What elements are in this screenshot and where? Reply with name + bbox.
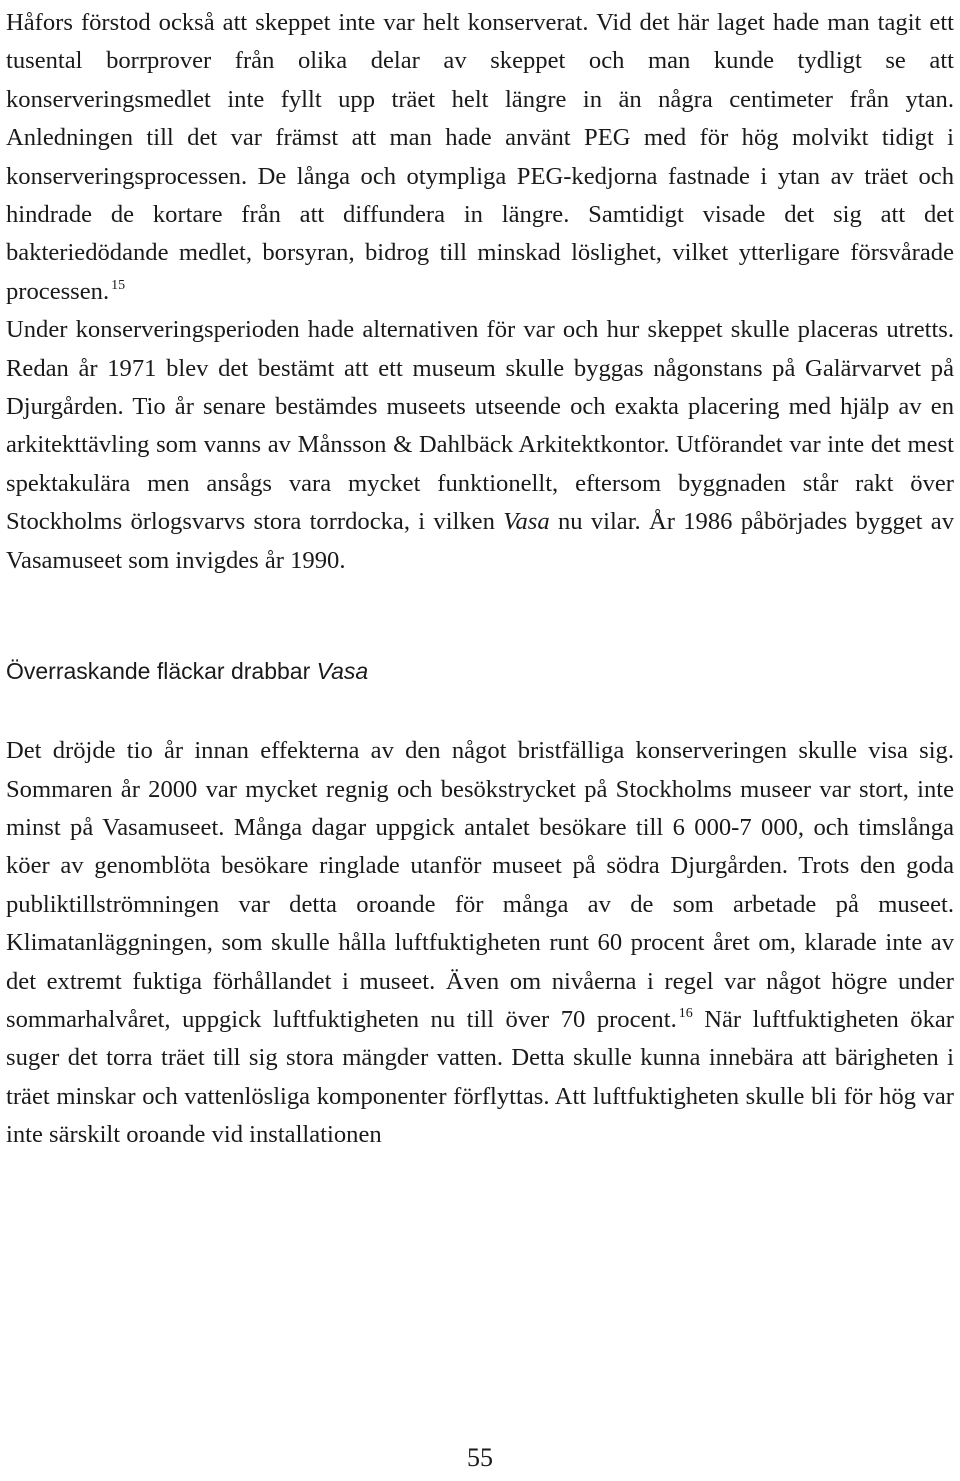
paragraph-text: nu vilar. År 1986 påbörjades bygget av Vasamuseet som invigdes år 1990. — [6, 508, 954, 574]
paragraph-humidity-problems — [6, 732, 954, 1154]
footnote-marker-16[interactable]: 16 — [678, 1005, 693, 1021]
paragraph-text: När luftfuktigheten ökar suger det torra träet till sig stora mängder vatten. Detta skulle kunna innebära att bärigheten i träet minskar och vattenlösliga komponenter förflyttas. Att luftfuktigheten skulle bli för hög var inte särskilt oroande vid installationen — [6, 1005, 954, 1149]
paragraph-text: Håfors förstod också att skeppet inte var helt konserverat. Vid det här laget hade man tagit ett tusental borrprover från olika delar av skeppet och man kunde tydligt se att konserveringsmedlet inte fyllt upp träet helt längre in än några centimeter från ytan. Anledningen till det var främst att man hade använt PEG med för hög molvikt tidigt i konserveringsprocessen. De långa och otympliga PEG-kedjorna fastnade i ytan av träet och hindrade de kortare från att diffundera in längre. Samtidigt visade det sig att det bakteriedödande medlet, borsyran, bidrog till minskad löslighet, vilket ytterligare försvårade processen. — [6, 9, 954, 305]
paragraph-museum-construction — [6, 311, 954, 580]
heading-ship-name-italic: Vasa — [316, 658, 369, 685]
paragraph-preservation-incomplete — [6, 4, 954, 311]
heading-text: Överraskande fläckar drabbar — [6, 658, 317, 685]
ship-name-italic: Vasa — [503, 508, 550, 536]
section-heading — [6, 656, 954, 686]
footnote-marker-15[interactable]: 15 — [111, 277, 126, 293]
paragraph-text: Under konserveringsperioden hade alternativen för var och hur skeppet skulle placeras utretts. Redan år 1971 blev det bestämt att ett museum skulle byggas någonstans på Galärvarvet på Djurgården. Tio år senare bestämdes museets utseende och exakta placering med hjälp av en arkitekttävling som vanns av Månsson & Dahlbäck Arkitektkontor. Utförandet var inte det mest spektakulära men ansågs vara mycket funktionellt, eftersom byggnaden står rakt över Stockholms örlogsvarvs stora torrdocka, i vilken — [6, 316, 954, 536]
book-page — [6, 4, 954, 1155]
paragraph-text: Det dröjde tio år innan effekterna av den något bristfälliga konserveringen skulle visa sig. Sommaren år 2000 var mycket regnig och besökstrycket på Stockholms museer var stort, inte minst på Vasamuseet. Många dagar uppgick antalet besökare till 6 000-7 000, och timslånga köer av genomblöta besökare ringlade utanför museet på södra Djurgården. Trots den goda publiktillströmningen var detta oroande för många av de som arbetade på museet. Klimatanläggningen, som skulle hålla luftfuktigheten runt 60 procent året om, klarade inte av det extremt fuktiga förhållandet i museet. Även om nivåerna i regel var något högre under sommarhalvåret, uppgick luftfuktigheten nu till över 70 procent. — [6, 737, 954, 1033]
page-number: 55 — [467, 1443, 493, 1472]
